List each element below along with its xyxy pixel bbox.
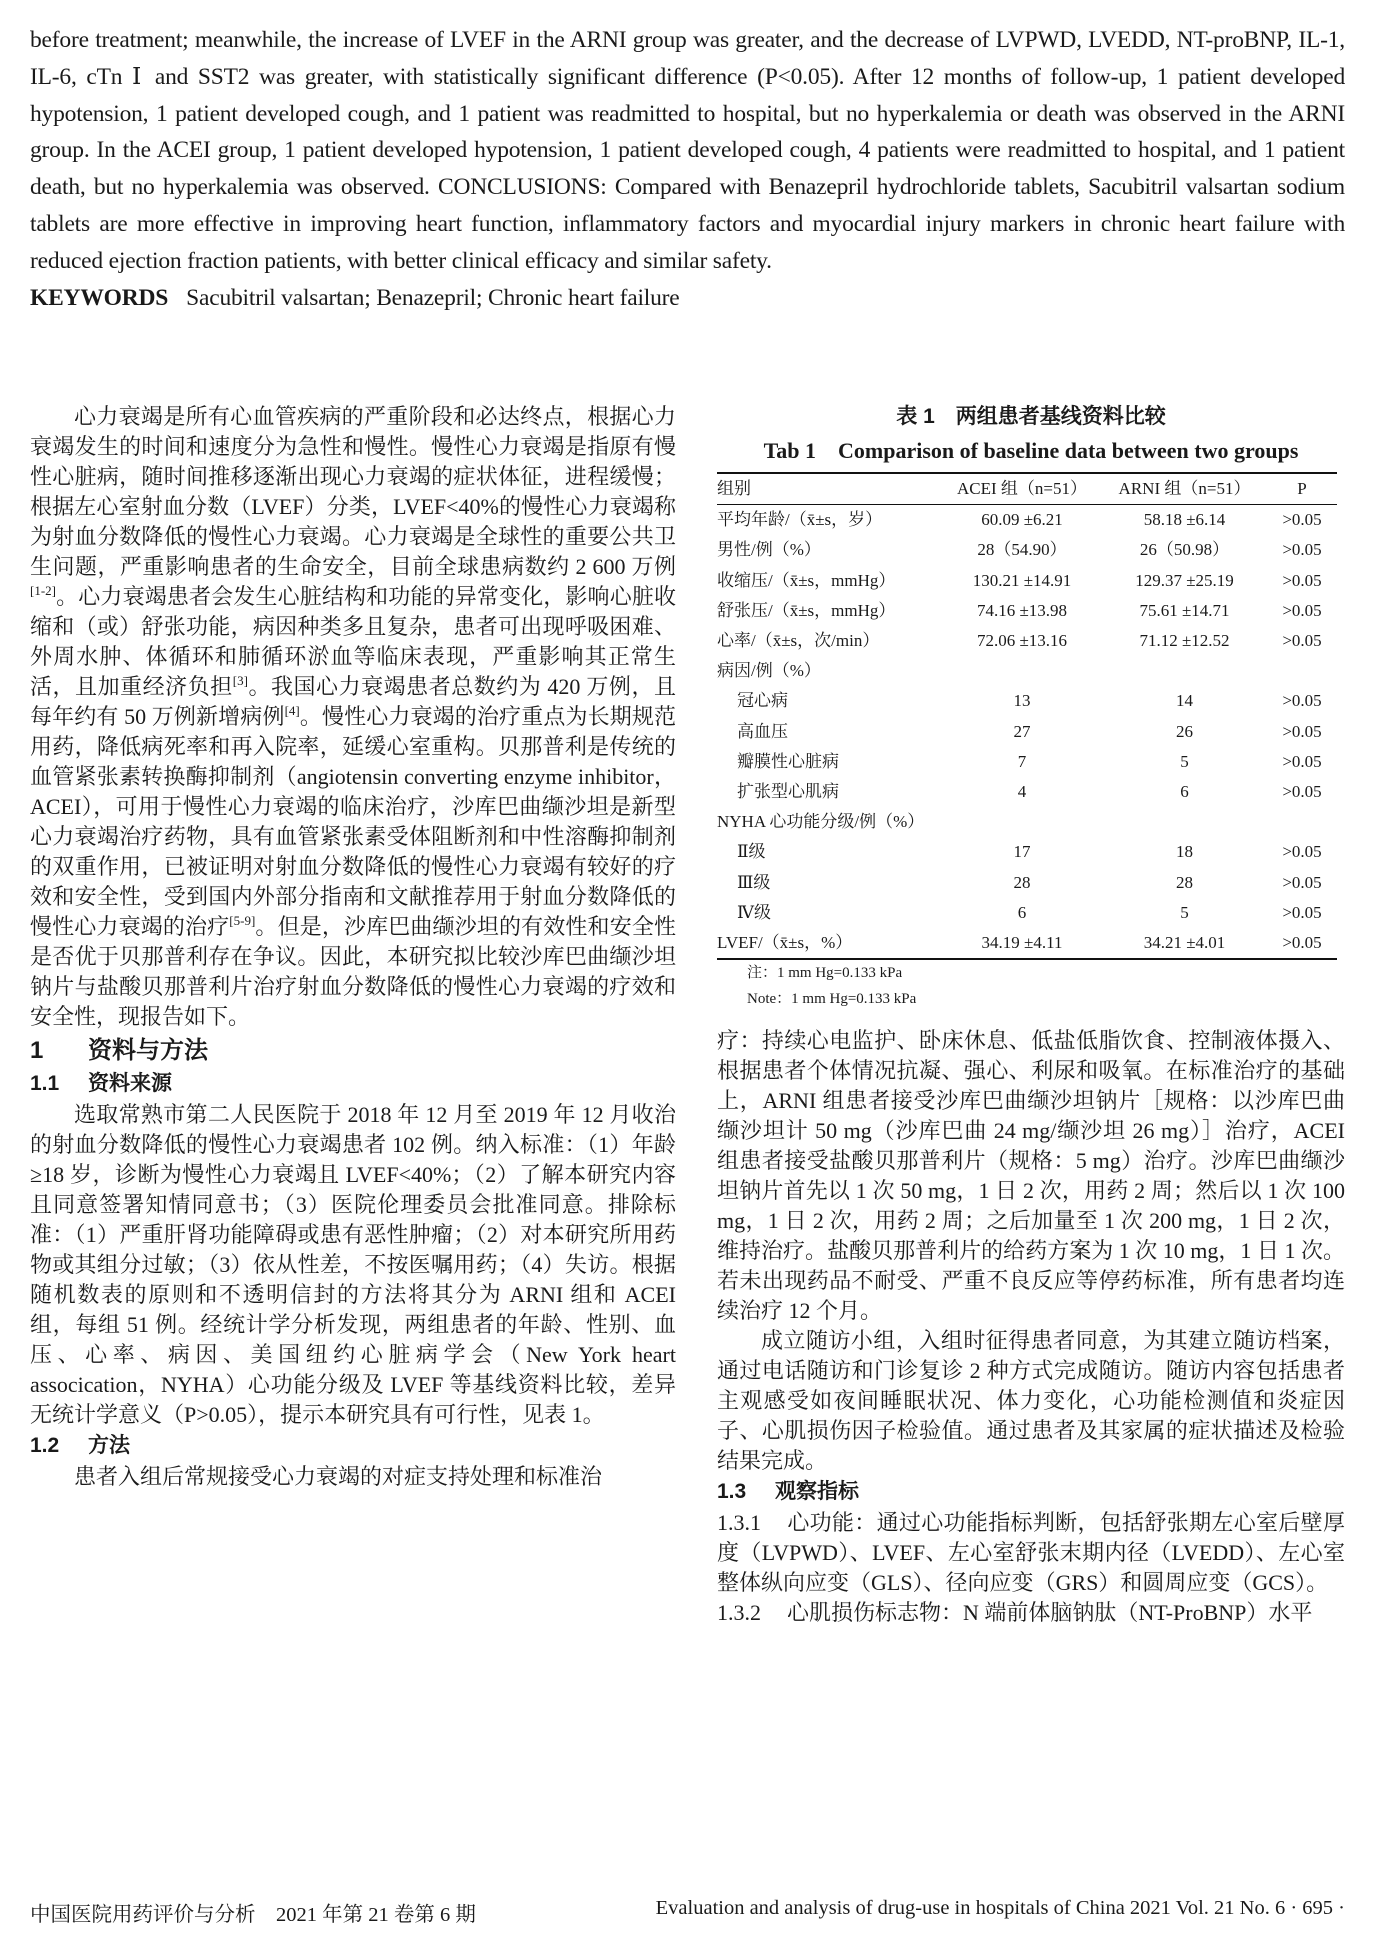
subsection-number: 1.3.1 <box>717 1510 761 1536</box>
section-heading-1-2 <box>30 1430 676 1462</box>
table-row <box>717 656 1337 686</box>
table-title-cn: 表 1 两组患者基线资料比较 <box>896 405 1166 428</box>
table-row <box>717 928 1337 959</box>
cell-arni: 129.37 ±25.19 <box>1135 570 1234 590</box>
section-title: 观察指标 <box>775 1480 859 1504</box>
cell-acei: 74.16 ±13.98 <box>976 600 1068 620</box>
header-acei: ACEI 组（n=51） <box>957 479 1087 498</box>
section-heading-1-1 <box>30 1068 676 1100</box>
abstract-english <box>30 22 1345 316</box>
cell-acei <box>942 656 1102 686</box>
section-title: 资料与方法 <box>88 1037 208 1064</box>
cell-acei: 7 <box>1017 751 1027 771</box>
intro-text: 心力衰竭是所有心血管疾病的严重阶段和必达终点，根据心力衰竭发生的时间和速度分为急性和慢性。慢性心力衰竭是指原有慢性心脏病，随时间推移逐渐出现心力衰竭的症状体征，进程缓慢；根据左心室射血分数（LVEF）分类，LVEF<40%的慢性心力衰竭称为射血分数降低的慢性心力衰竭。心力衰竭是全球性的重要公共卫生问题，严重影响患者的生命安全，目前全球患病数约 2 600 万例 <box>30 404 676 579</box>
treatment-paragraph: 疗：持续心电监护、卧床休息、低盐低脂饮食、控制液体摄入、根据患者个体情况抗凝、强心、利尿和吸氧。在标准治疗的基础上，ARNI 组患者接受沙库巴曲缬沙坦钠片［规格：以沙库巴曲缬沙坦计 50 mg（沙库巴曲 24 mg/缬沙坦 26 mg）］治疗，ACEI 组患者接受盐酸贝那普利片（规格：5 mg）治疗。沙库巴曲缬沙坦钠片首先以 1 次 50 mg，1 日 2 次，用药 2 周；然后以 1 次 100 mg，1 日 2 次，用药 2 周；之后加量至 1 次 200 mg，1 日 2 次，维持治疗。盐酸贝那普利片的给药方案为 1 次 10 mg，1 日 1 次。若未出现药品不耐受、严重不良反应等停药标准，所有患者均连续治疗 12 个月。 <box>717 1028 1345 1324</box>
cell-label: LVEF/（x̄±s，%） <box>717 933 853 953</box>
intro-text: 。但是，沙库巴曲缬沙坦的有效性和安全性是否优于贝那普利存在争议。因此，本研究拟比较沙库巴曲缬沙坦钠片与盐酸贝那普利片治疗射血分数降低的慢性心力衰竭的疗效和安全性，现报告如下。 <box>30 914 676 1029</box>
table-title-en: Tab 1 Comparison of baseline data between two groups <box>763 438 1299 463</box>
header-arni: ARNI 组（n=51） <box>1118 479 1251 498</box>
baseline-table <box>717 472 1337 960</box>
intro-text: 。慢性心力衰竭的治疗重点为长期规范用药，降低病死率和再入院率，延缓心室重构。贝那普利是传统的血管紧张素转换酶抑制剂（angiotensin converting enzyme inhibitor，ACEI），可用于慢性心力衰竭的临床治疗，沙库巴曲缬沙坦是新型心力衰竭治疗药物，具有血管紧张素受体阻断剂和中性溶酶抑制剂的双重作用，已被证明对射血分数降低的慢性心力衰竭有较好的疗效和安全性，受到国内外部分指南和文献推荐用于射血分数降低的慢性心力衰竭的治疗 <box>30 704 676 939</box>
header-group: 组别 <box>717 479 751 498</box>
cell-arni <box>1102 807 1267 837</box>
header-p: P <box>1297 479 1307 498</box>
cell-p <box>1267 807 1337 837</box>
subsection-number: 1.3.2 <box>717 1600 761 1626</box>
table-note-cn: 注：1 mm Hg=0.133 kPa <box>747 965 903 982</box>
cell-label: Ⅳ级 <box>737 902 771 922</box>
cell-label: 瓣膜性心脏病 <box>737 751 839 771</box>
cell-p: >0.05 <box>1282 782 1322 802</box>
cell-acei: 72.06 ±13.16 <box>976 631 1068 651</box>
cell-p: >0.05 <box>1282 872 1322 892</box>
cell-p: >0.05 <box>1282 631 1322 651</box>
cell-arni: 34.21 ±4.01 <box>1143 933 1226 953</box>
heart-function-paragraph <box>717 1508 1345 1598</box>
cell-p: >0.05 <box>1282 540 1322 560</box>
table-row <box>717 505 1337 536</box>
section-number: 1.2 <box>30 1434 60 1457</box>
cell-arni: 18 <box>1176 842 1193 862</box>
cell-acei: 28 <box>1013 872 1031 892</box>
data-source-paragraph: 选取常熟市第二人民医院于 2018 年 12 月至 2019 年 12 月收治的射血分数降低的慢性心力衰竭患者 102 例。纳入标准：（1）年龄≥18 岁，诊断为慢性心力衰竭且 LVEF<40%；（2）了解本研究内容且同意签署知情同意书；（3）医院伦理委员会批准同意。排除标准：（1）严重肝肾功能障碍或患有恶性肿瘤；（2）对本研究所用药物或其组分过敏；（3）依从性差，不按医嘱用药；（4）失访。根据随机数表的原则和不透明信封的方法将其分为 ARNI 组和 ACEI 组，每组 51 例。经统计学分析发现，两组患者的年龄、性别、血压、心率、病因、美国纽约心脏病学会（New York heart assocication，NYHA）心功能分级及 LVEF 等基线资料比较，差异无统计学意义（P>0.05），提示本研究具有可行性，见表 1。 <box>30 1102 676 1427</box>
cell-acei: 34.19 ±4.11 <box>981 933 1063 953</box>
cell-arni: 28 <box>1176 872 1193 892</box>
cell-arni: 5 <box>1180 902 1189 922</box>
cell-label: 冠心病 <box>737 691 788 711</box>
intro-text: 。心力衰竭患者会发生心脏结构和功能的异常变化，影响心脏收缩和（或）舒张功能，病因种类多且复杂，患者可出现呼吸困难、外周水肿、体循环和肺循环淤血等临床表现，严重影响其正常生活，且加重经济负担 <box>30 584 676 699</box>
table-row <box>717 535 1337 565</box>
citation: [3] <box>232 673 248 688</box>
cell-label: 高血压 <box>737 721 788 741</box>
followup-paragraph: 成立随访小组，入组时征得患者同意，为其建立随访档案，通过电话随访和门诊复诊 2 种方式完成随访。随访内容包括患者主观感受如夜间睡眠状况、体力变化，心功能检测值和炎症因子、心肌损伤因子检验值。通过患者及其家属的症状描述及检验结果完成。 <box>717 1328 1345 1474</box>
cell-arni <box>1102 656 1267 686</box>
left-column <box>30 402 676 1492</box>
cell-acei <box>942 807 1102 837</box>
table-header-row <box>717 473 1337 505</box>
keywords <box>30 280 1345 317</box>
cell-label: 心率/（x̄±s，次/min） <box>717 631 880 651</box>
citation: [4] <box>284 703 300 718</box>
cell-arni: 58.18 ±6.14 <box>1143 510 1226 530</box>
cell-label: 平均年龄/（x̄±s，岁） <box>717 510 883 530</box>
cell-p <box>1267 656 1337 686</box>
table-row <box>717 626 1337 656</box>
footer-journal-cn: 中国医院用药评价与分析 2021 年第 21 卷第 6 期 <box>30 1904 476 1926</box>
keywords-list: Sacubitril valsartan; Benazepril; Chronic heart failure <box>186 284 680 311</box>
table-row <box>717 837 1337 867</box>
table-row <box>717 686 1337 716</box>
cell-p: >0.05 <box>1282 751 1322 771</box>
cell-arni: 6 <box>1180 782 1189 802</box>
intro-paragraph <box>30 402 676 1032</box>
cell-p: >0.05 <box>1282 691 1322 711</box>
cell-acei: 4 <box>1017 782 1027 802</box>
cell-arni: 71.12 ±12.52 <box>1139 631 1230 651</box>
cell-label: 舒张压/（x̄±s，mmHg） <box>717 600 896 620</box>
table-row <box>717 898 1337 928</box>
section-number: 1 <box>30 1037 44 1064</box>
cell-p: >0.05 <box>1282 570 1322 590</box>
cell-acei: 27 <box>1013 721 1031 741</box>
cell-acei: 17 <box>1013 842 1031 862</box>
cell-label: 收缩压/（x̄±s，mmHg） <box>717 570 896 590</box>
section-title: 资料来源 <box>88 1072 172 1095</box>
cell-label: 病因/例（%） <box>717 661 821 681</box>
section-title: 方法 <box>88 1434 130 1457</box>
cell-arni: 5 <box>1180 751 1189 771</box>
cell-label: Ⅱ级 <box>737 842 766 862</box>
cell-p: >0.05 <box>1282 902 1322 922</box>
table-row <box>717 747 1337 777</box>
table-row <box>717 777 1337 807</box>
cell-p: >0.05 <box>1282 600 1322 620</box>
methods-paragraph: 患者入组后常规接受心力衰竭的对症支持处理和标准治 <box>74 1464 603 1489</box>
cell-label: NYHA 心功能分级/例（%） <box>717 812 925 832</box>
table-row <box>717 807 1337 837</box>
keywords-label: KEYWORDS <box>30 284 169 311</box>
cell-arni: 75.61 ±14.71 <box>1139 600 1230 620</box>
cell-p: >0.05 <box>1282 933 1322 953</box>
cell-p: >0.05 <box>1282 721 1322 741</box>
right-column <box>717 402 1345 1628</box>
cell-p: >0.05 <box>1282 510 1322 530</box>
cell-label: 男性/例（%） <box>717 540 821 560</box>
table-row <box>717 868 1337 898</box>
cell-acei: 60.09 ±6.21 <box>981 510 1063 530</box>
subsection-text: 心肌损伤标志物：N 端前体脑钠肽（NT-ProBNP）水平 <box>787 1600 1313 1626</box>
section-number: 1.1 <box>30 1072 60 1095</box>
section-heading-1-3 <box>717 1476 1345 1508</box>
table-row <box>717 596 1337 626</box>
cell-label: 扩张型心肌病 <box>737 782 839 802</box>
table-row <box>717 566 1337 596</box>
myocardial-markers-paragraph <box>717 1598 1345 1628</box>
citation: [5-9] <box>229 913 256 928</box>
cell-arni: 26 <box>1176 721 1193 741</box>
cell-acei: 13 <box>1013 691 1031 711</box>
cell-p: >0.05 <box>1282 842 1322 862</box>
cell-arni: 14 <box>1176 691 1193 711</box>
abstract-text: before treatment; meanwhile, the increase of LVEF in the ARNI group was greater, and the decrease of LVPWD, LVEDD, NT-proBNP, IL-1, IL-6, cTn Ⅰ and SST2 was greater, with statistically significant difference (P<0.05). After 12 months of follow-up, 1 patient developed hypotension, 1 patient developed cough, and 1 patient was readmitted to hospital, but no hyperkalemia or death was observed in the ARNI group. In the ACEI group, 1 patient developed hypotension, 1 patient developed cough, 4 patients were readmitted to hospital, and 1 patient death, but no hyperkalemia was observed. CONCLUSIONS: Compared with Benazepril hydrochloride tablets, Sacubitril valsartan sodium tablets are more effective in improving heart function, inflammatory factors and myocardial injury markers in chronic heart failure with reduced ejection fraction patients, with better clinical efficacy and similar safety. <box>30 27 1345 274</box>
cell-acei: 6 <box>1017 902 1027 922</box>
section-heading-1 <box>30 1034 676 1068</box>
citation: [1-2] <box>30 583 56 598</box>
table-row <box>717 717 1337 747</box>
footer-journal-en: Evaluation and analysis of drug-use in hospitals of China 2021 Vol. 21 No. 6 · 695 · <box>655 1897 1345 1919</box>
cell-acei: 130.21 ±14.91 <box>972 570 1072 590</box>
cell-arni: 26（50.98） <box>1139 540 1230 560</box>
table-note-en: Note：1 mm Hg=0.133 kPa <box>747 991 917 1008</box>
cell-acei: 28（54.90） <box>977 540 1067 560</box>
section-number: 1.3 <box>717 1480 747 1504</box>
cell-label: Ⅲ级 <box>737 872 771 892</box>
intro-text: 。我国心力衰竭患者总数约为 420 万例，且每年约有 50 万例新增病例 <box>30 674 676 729</box>
subsection-text: 心功能：通过心功能指标判断，包括舒张期左心室后壁厚度（LVPWD）、LVEF、左心室舒张末期内径（LVEDD）、左心室整体纵向应变（GLS）、径向应变（GRS）和圆周应变（GCS）。 <box>717 1510 1345 1596</box>
